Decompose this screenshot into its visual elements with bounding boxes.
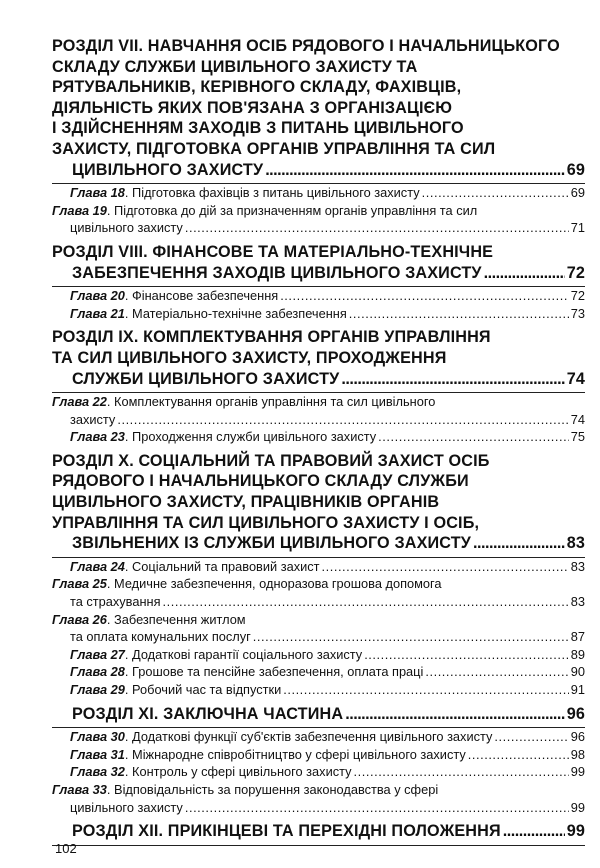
dot-leader [345, 704, 564, 725]
toc-entry-last-line [70, 219, 585, 237]
chapter-label: Глава 29 [70, 682, 125, 697]
toc-chapter[interactable] [52, 781, 585, 816]
chapter-label: Глава 32 [70, 764, 125, 780]
toc-entry-text: . Матеріально-технічне забезпечення [124, 305, 347, 321]
toc-chapter[interactable] [52, 611, 585, 646]
toc-entry-text: . Відповідальність за порушення законодавства у сфері [106, 781, 439, 797]
toc-page-number: 73 [570, 305, 585, 321]
toc-entry-last-line [70, 646, 585, 664]
toc-entry-line: І ЗДІЙСНЕННЯМ ЗАХОДІВ З ПИТАНЬ ЦИВІЛЬНОГО [52, 119, 464, 138]
toc-chapter[interactable] [52, 681, 585, 699]
toc-page-number: 87 [570, 629, 585, 645]
toc-page-number: 69 [570, 185, 585, 201]
toc-entry-line [52, 575, 585, 593]
toc-entry-line: РЯТУВАЛЬНИКІВ, КЕРІВНОГО СКЛАДУ, ФАХІВЦІВ, [52, 78, 462, 97]
dot-leader [425, 663, 568, 681]
dot-leader [117, 411, 568, 429]
toc-entry-last-line [72, 704, 585, 725]
toc-entry-text: . Грошове та пенсійне забезпечення, оплата праці [124, 664, 424, 680]
toc-chapter[interactable] [52, 202, 585, 237]
toc-page-number: 99 [570, 764, 585, 780]
toc-chapter[interactable] [52, 646, 585, 664]
toc-entry-last-line [70, 663, 585, 681]
dot-leader [494, 728, 568, 746]
toc-chapter[interactable] [52, 393, 585, 428]
toc-section[interactable] [52, 704, 585, 729]
toc-page-number: 74 [566, 369, 585, 388]
toc-page-number: 96 [570, 729, 585, 745]
toc-entry-text: ЦИВІЛЬНОГО ЗАХИСТУ [72, 160, 264, 179]
toc-page-number: 99 [570, 799, 585, 815]
toc-entry-last-line [70, 184, 585, 202]
toc-entry-text: . Контроль у сфері цивільного захисту [124, 764, 352, 780]
toc-entry-line: ЗАХИСТУ, ПІДГОТОВКА ОРГАНІВ УПРАВЛІННЯ ТА СИЛ [52, 139, 496, 158]
toc-entry-line: РОЗДІЛ VII. НАВЧАННЯ ОСІБ РЯДОВОГО І НАЧАЛЬНИЦЬКОГО [52, 37, 560, 55]
toc-entry-last-line [70, 411, 585, 429]
toc-chapter[interactable] [52, 663, 585, 681]
toc-entry-last-line [70, 746, 585, 764]
toc-entry-last-line [70, 287, 585, 305]
toc-entry-last-line [70, 681, 585, 699]
toc-entry-text: . Робочий час та відпустки [124, 682, 282, 697]
toc-section[interactable] [52, 821, 585, 846]
toc-entry-text: та оплата комунальних послуг [70, 629, 251, 645]
chapter-label: Глава 21 [70, 305, 125, 321]
chapter-label: Глава 19 [52, 202, 107, 218]
dot-leader [484, 263, 565, 284]
toc-entry-last-line [70, 558, 585, 576]
toc-entry-text: цивільного захисту [70, 220, 183, 236]
toc-page-number: 83 [570, 558, 585, 574]
dot-leader [280, 287, 569, 305]
toc-entry-text: ЗАБЕЗПЕЧЕННЯ ЗАХОДІВ ЦИВІЛЬНОГО ЗАХИСТУ [72, 263, 482, 282]
toc-entry-text: . Фінансове забезпечення [124, 288, 279, 304]
dot-leader [163, 593, 569, 611]
toc-page-number: 83 [570, 594, 585, 610]
toc-entry-line: СКЛАДУ СЛУЖБИ ЦИВІЛЬНОГО ЗАХИСТУ ТА [52, 57, 418, 76]
toc-entry-line [52, 781, 585, 799]
toc-entry-text: . Підготовка до дій за призначенням органів управління та сил [106, 202, 478, 218]
chapter-label: Глава 30 [70, 729, 125, 745]
toc-page-number: 96 [566, 704, 585, 723]
toc-page-number: 74 [570, 411, 585, 427]
dot-leader [378, 428, 569, 446]
chapter-label: Глава 27 [70, 646, 125, 662]
toc-page-number: 69 [566, 160, 585, 179]
dot-leader [503, 821, 565, 842]
dot-leader [253, 628, 569, 646]
chapter-label: Глава 28 [70, 664, 125, 680]
toc-page-number: 75 [570, 429, 585, 445]
toc-entry-text: цивільного захисту [70, 799, 183, 815]
chapter-label: Глава 22 [52, 394, 107, 410]
toc-entry-text: захисту [70, 411, 116, 427]
toc-chapter[interactable] [52, 763, 585, 781]
toc-chapter[interactable] [52, 558, 585, 576]
dot-leader [283, 681, 569, 699]
dot-leader [364, 646, 569, 664]
chapter-label: Глава 23 [70, 429, 125, 445]
chapter-label: Глава 33 [52, 781, 107, 797]
toc-entry-line: ТА СИЛ ЦИВІЛЬНОГО ЗАХИСТУ, ПРОХОДЖЕННЯ [52, 348, 447, 367]
dot-leader [322, 558, 569, 576]
toc-entry-last-line [70, 728, 585, 746]
toc-entry-text: СЛУЖБИ ЦИВІЛЬНОГО ЗАХИСТУ [72, 369, 340, 388]
toc-entry-line: УПРАВЛІННЯ ТА СИЛ ЦИВІЛЬНОГО ЗАХИСТУ І ОСІБ, [52, 513, 480, 532]
chapter-label: Глава 20 [70, 288, 125, 304]
toc-chapter[interactable] [52, 746, 585, 764]
toc-chapter[interactable] [52, 184, 585, 202]
toc-entry-last-line [70, 305, 585, 323]
table-of-contents [52, 36, 585, 846]
toc-chapter[interactable] [52, 575, 585, 610]
dot-leader [349, 305, 569, 323]
toc-page-number: 90 [570, 664, 585, 680]
toc-entry-text: . Підготовка фахівців з питань цивільного захисту [124, 185, 420, 201]
dot-leader [473, 533, 565, 554]
toc-chapter[interactable] [52, 728, 585, 746]
toc-chapter[interactable] [52, 287, 585, 305]
dot-leader [265, 160, 565, 181]
dot-leader [422, 184, 569, 202]
toc-entry-text: ЗВІЛЬНЕНИХ ІЗ СЛУЖБИ ЦИВІЛЬНОГО ЗАХИСТУ [72, 534, 472, 553]
toc-section[interactable] [52, 242, 585, 287]
toc-section[interactable] [52, 327, 585, 393]
toc-chapter[interactable] [52, 305, 585, 323]
toc-entry-text: РОЗДІЛ XII. ПРИКІНЦЕВІ ТА ПЕРЕХІДНІ ПОЛОЖЕННЯ [72, 822, 501, 841]
dot-leader [341, 369, 564, 390]
toc-entry-text: . Додаткові гарантії соціального захисту [124, 646, 363, 662]
dot-leader [468, 746, 569, 764]
toc-page-number: 91 [570, 682, 585, 697]
toc-entry-text: . Забезпечення житлом [106, 611, 246, 627]
chapter-label: Глава 18 [70, 185, 125, 201]
toc-entry-text: . Проходження служби цивільного захисту [124, 429, 377, 445]
toc-page-number: 72 [570, 288, 585, 304]
toc-page-number: 89 [570, 646, 585, 662]
chapter-label: Глава 24 [70, 558, 125, 574]
toc-entry-last-line [70, 799, 585, 817]
dot-leader [185, 799, 569, 817]
toc-page-number: 72 [566, 263, 585, 282]
toc-entry-last-line [72, 533, 585, 554]
toc-entry-line [52, 393, 585, 411]
toc-entry-last-line [72, 160, 585, 181]
toc-entry-last-line [70, 428, 585, 446]
toc-entry-text: . Медичне забезпечення, одноразова грошова допомога [106, 576, 442, 592]
toc-page-number: 98 [570, 746, 585, 762]
toc-page-number: 83 [566, 534, 585, 553]
toc-entry-last-line [70, 628, 585, 646]
toc-entry-text: . Соціальний та правовий захист [124, 558, 320, 574]
toc-entry-last-line [72, 821, 585, 842]
toc-entry-last-line [70, 763, 585, 781]
toc-entry-line: РОЗДІЛ VIII. ФІНАНСОВЕ ТА МАТЕРІАЛЬНО-ТЕХНІЧНЕ [52, 242, 494, 261]
toc-entry-line: ДІЯЛЬНІСТЬ ЯКИХ ПОВ'ЯЗАНА З ОРГАНІЗАЦІЄЮ [52, 98, 453, 117]
toc-entry-last-line [72, 263, 585, 284]
toc-section[interactable] [52, 451, 585, 558]
toc-entry-text: . Міжнародне співробітництво у сфері цивільного захисту [124, 746, 466, 762]
page-number: 102 [55, 841, 77, 856]
toc-page-number: 99 [566, 822, 585, 841]
chapter-label: Глава 25 [52, 576, 107, 592]
toc-entry-text: . Комплектування органів управління та сил цивільного [106, 394, 436, 410]
toc-entry-line [52, 202, 585, 220]
chapter-label: Глава 31 [70, 746, 125, 762]
toc-entry-line [52, 611, 585, 629]
toc-entry-last-line [72, 369, 585, 390]
toc-page-number: 71 [570, 220, 585, 236]
toc-entry-line: РОЗДІЛ X. СОЦІАЛЬНИЙ ТА ПРАВОВИЙ ЗАХИСТ ОСІБ [52, 451, 490, 470]
toc-chapter[interactable] [52, 428, 585, 446]
toc-entry-line: РОЗДІЛ IX. КОМПЛЕКТУВАННЯ ОРГАНІВ УПРАВЛІННЯ [52, 328, 491, 347]
dot-leader [185, 219, 569, 237]
toc-entry-text: РОЗДІЛ XI. ЗАКЛЮЧНА ЧАСТИНА [72, 704, 344, 723]
dot-leader [354, 763, 569, 781]
toc-entry-line: ЦИВІЛЬНОГО ЗАХИСТУ, ПРАЦІВНИКІВ ОРГАНІВ [52, 493, 440, 512]
toc-section[interactable] [52, 36, 585, 184]
chapter-label: Глава 26 [52, 611, 107, 627]
toc-entry-text: та страхування [70, 594, 161, 610]
toc-entry-last-line [70, 593, 585, 611]
toc-entry-text: . Додаткові функції суб'єктів забезпечення цивільного захисту [124, 729, 493, 745]
toc-entry-line: РЯДОВОГО І НАЧАЛЬНИЦЬКОГО СКЛАДУ СЛУЖБИ [52, 472, 469, 491]
